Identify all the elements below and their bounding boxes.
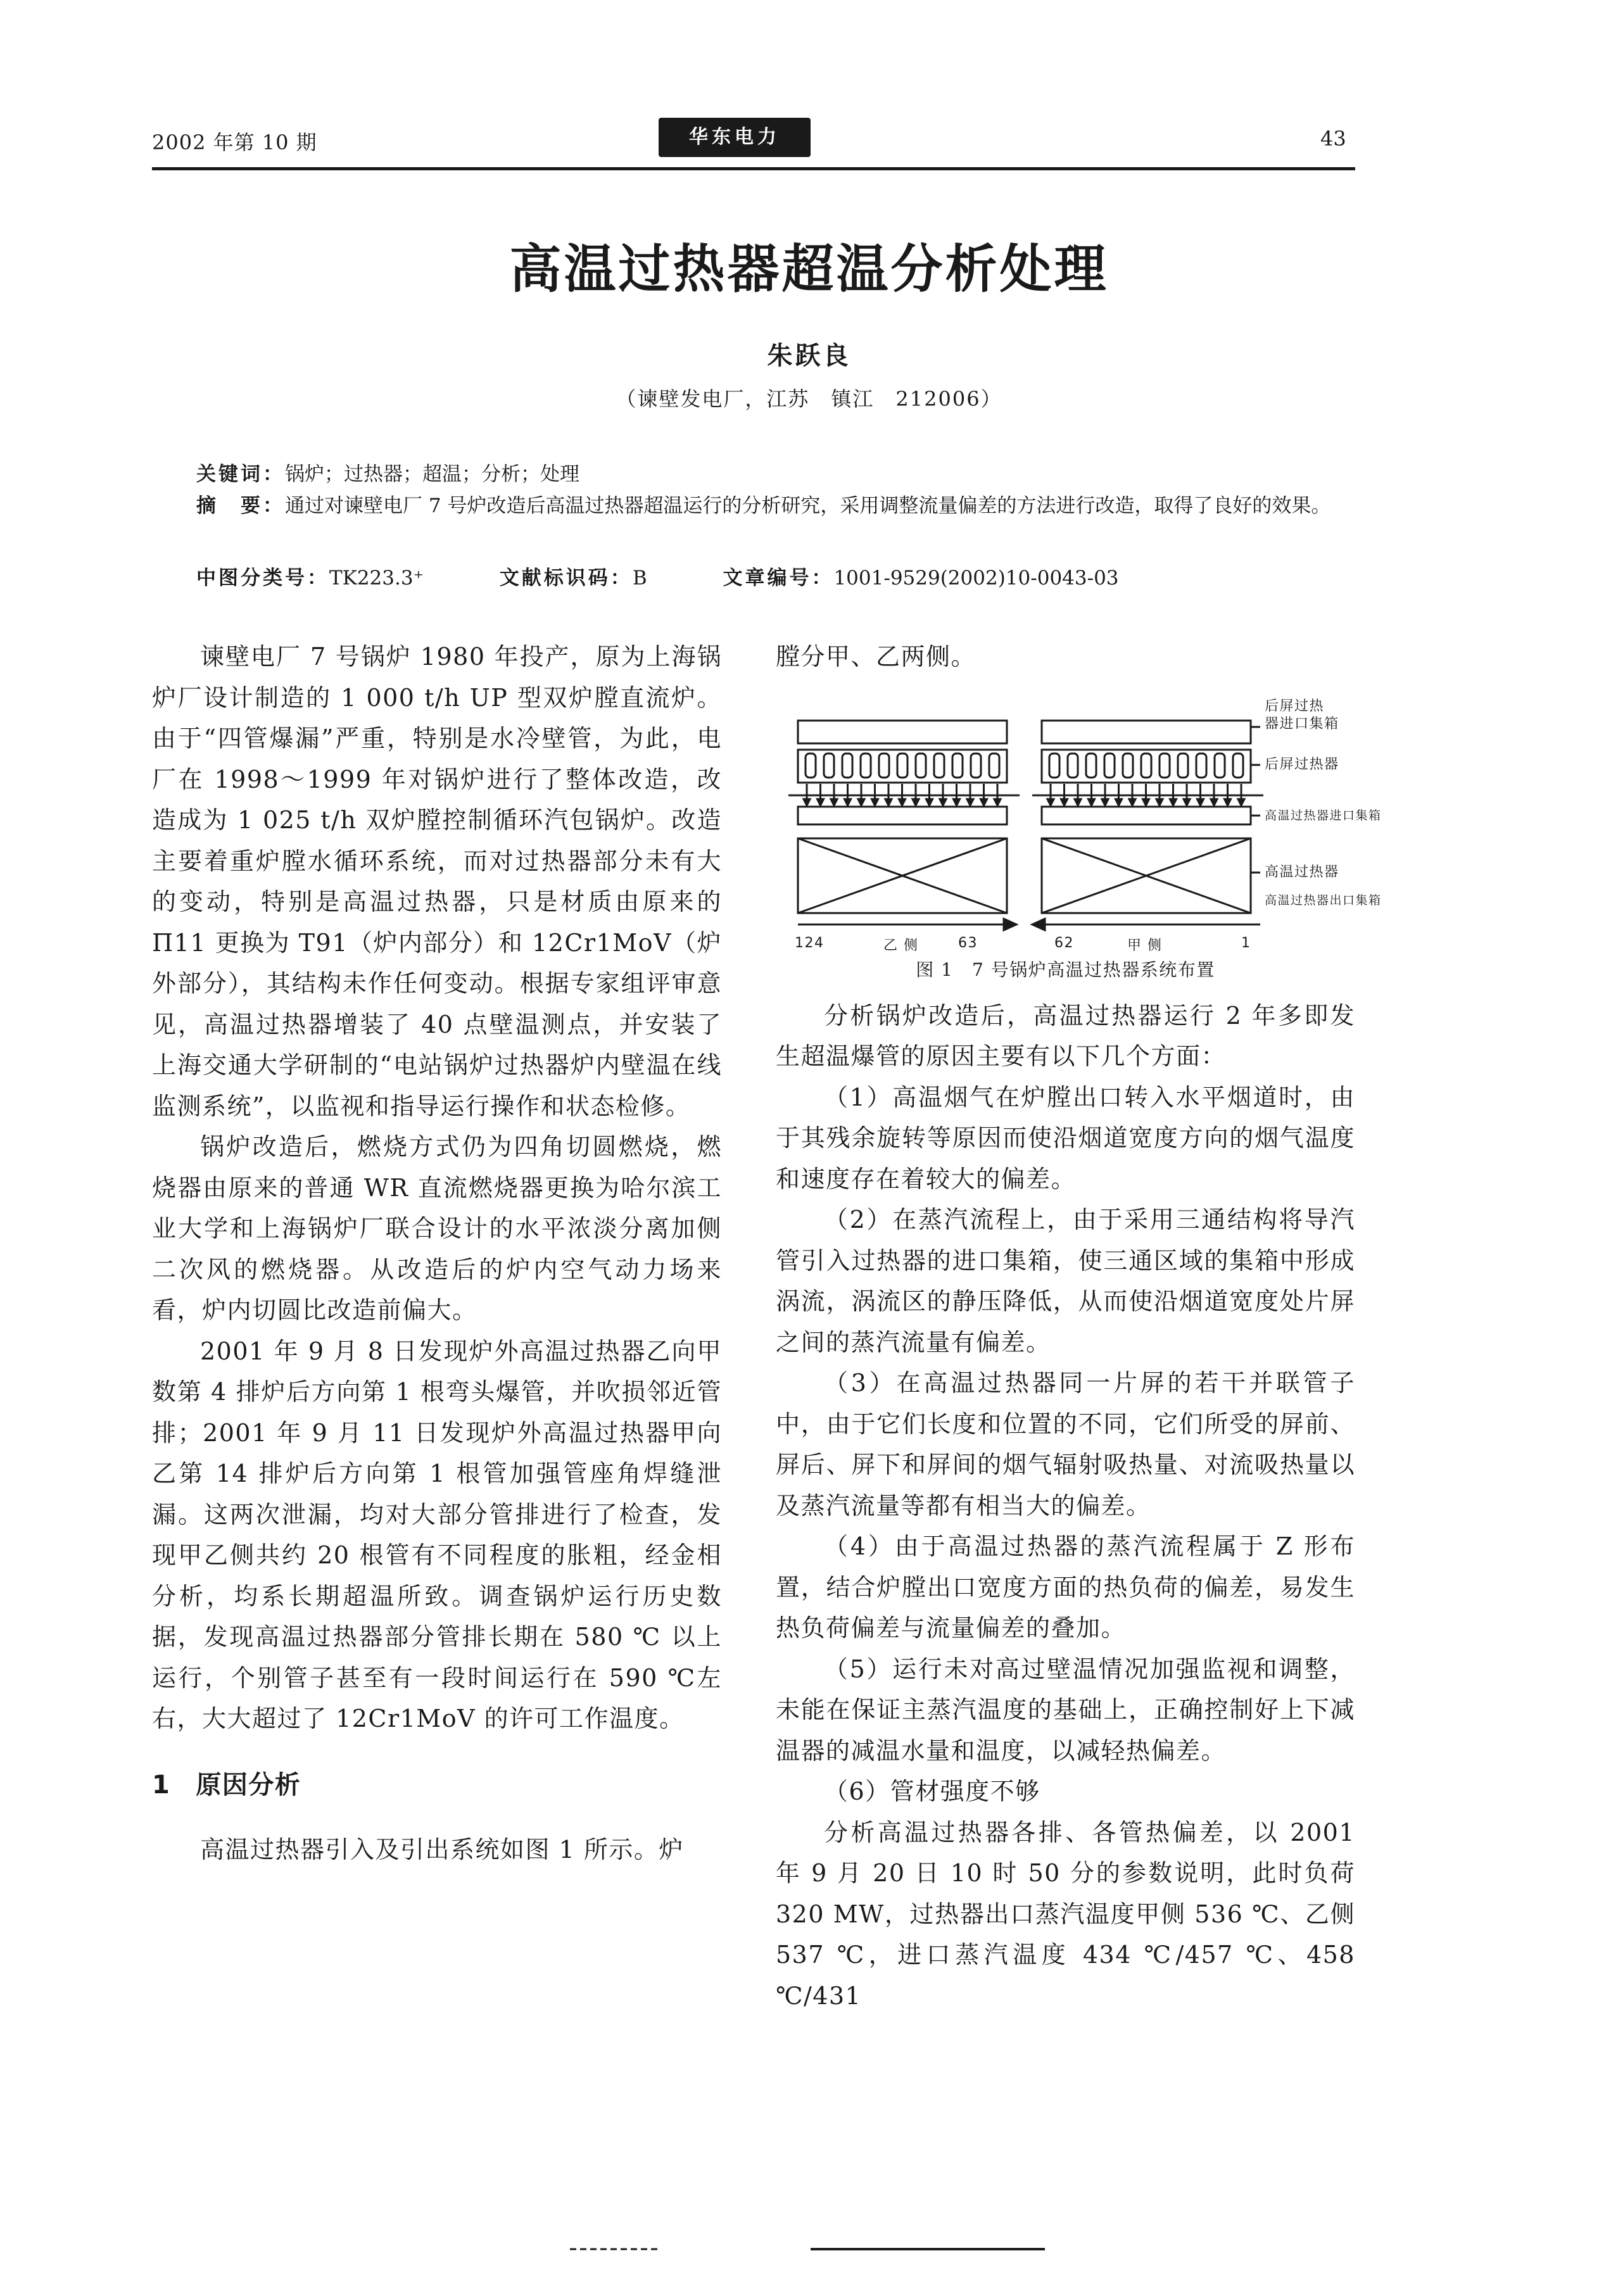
abstract-label: 摘 要：: [196, 495, 285, 517]
clc-value: TK223.3⁺: [329, 567, 424, 590]
screen-tube: [861, 754, 871, 778]
body-paragraph: （1）高温烟气在炉膛出口转入水平烟道时，由于其残余旋转等原因而使沿烟道宽度方向的烟气温度和速度存在着较大的偏差。: [776, 1083, 1355, 1193]
screen-tube: [1196, 754, 1206, 778]
clc-label: 中图分类号：: [196, 567, 329, 590]
body-paragraph: 分析锅炉改造后，高温过热器运行 2 年多即发生超温爆管的原因主要有以下几个方面：: [776, 1001, 1355, 1070]
label-tube-1: 1: [1241, 935, 1251, 951]
header-divider: [152, 167, 1355, 170]
down-arrowhead: [1075, 799, 1081, 805]
journal-logo: 华东电力: [659, 118, 811, 157]
screen-tube: [1086, 754, 1096, 778]
body-paragraph: 分析高温过热器各排、各管热偏差，以 2001 年 9 月 20 日 10 时 50 分的参数说明，此时负荷 320 MW，过热器出口蒸汽温度甲侧 536 ℃、乙侧 537 ℃，进口蒸汽温度 434 ℃/457 ℃、458 ℃/431: [776, 1818, 1355, 2010]
down-arrowhead: [981, 799, 987, 805]
label-hot-sh: 高温过热器: [1265, 864, 1339, 880]
body-paragraph: （5）运行未对高过壁温情况加强监视和调整，未能在保证主蒸汽温度的基础上，正确控制好上下减温器的减温水量和温度，以减轻热偏差。: [776, 1655, 1355, 1765]
affiliation: （谏壁发电厂，江苏 镇江 212006）: [616, 387, 1002, 411]
body-paragraph: 高温过热器引入及引出系统如图 1 所示。炉: [200, 1836, 684, 1864]
doc-code-label: 文献标识码：: [499, 567, 633, 590]
issue-label: 2002 年第 10 期: [152, 130, 317, 155]
screen-tube: [1141, 754, 1151, 778]
label-tube-124: 124: [795, 935, 825, 951]
footer-rule: [570, 2247, 1045, 2252]
figure-caption: 图 1 7 号锅炉高温过热器系统布置: [916, 959, 1215, 980]
label-side-b: 乙 侧: [883, 937, 919, 954]
down-arrowhead: [1047, 799, 1054, 805]
keywords-line: [196, 460, 1374, 489]
label-rear-screen-inlet-2: 器进口集箱: [1265, 716, 1339, 732]
screen-tube: [842, 754, 852, 778]
down-arrowhead: [1198, 799, 1204, 805]
screen-tube: [989, 754, 999, 778]
article-no-value: 1001-9529(2002)10-0043-03: [833, 567, 1119, 590]
screen-tube: [952, 754, 963, 778]
screen-tube: [1160, 754, 1170, 778]
down-arrowhead: [1156, 799, 1163, 805]
screen-tube: [824, 754, 834, 778]
screen-tube: [1068, 754, 1078, 778]
body-paragraph: （6）管材强度不够: [824, 1777, 1040, 1805]
down-arrowhead: [913, 799, 919, 805]
doc-code-value: B: [632, 567, 647, 590]
body-paragraph: 膛分甲、乙两侧。: [776, 643, 976, 671]
body-paragraph: 谏壁电厂 7 号锅炉 1980 年投产，原为上海锅炉厂设计制造的 1 000 t/h UP 型双炉膛直流炉。由于“四管爆漏”严重，特别是水冷壁管，为此，电厂在 1998～1999 年对锅炉进行了整体改造，改造成为 1 025 t/h 双炉膛控制循环汽包锅炉。改造主要着重炉膛水循环系统，而对过热器部分未有大的变动，特别是高温过热器，只是材质由原来的 Π11 更换为 T91（炉内部分）和 12Cr1MoV（炉外部分），其结构未作任何变动。根据专家组评审意见，高温过热器增装了 40 点壁温测点，并安装了上海交通大学研制的“电站锅炉过热器炉内壁温在线监测系统”，以监视和指导运行操作和状态检修。: [152, 643, 722, 1120]
screen-tube: [1049, 754, 1059, 778]
screen-tube: [1233, 754, 1243, 778]
down-arrowhead: [940, 799, 946, 805]
screen-tube: [934, 754, 944, 778]
screen-tube: [897, 754, 907, 778]
down-arrowhead: [1089, 799, 1095, 805]
label-tube-63: 63: [958, 935, 978, 951]
screen-tube: [971, 754, 981, 778]
label-tube-62: 62: [1054, 935, 1074, 951]
abstract-block: [196, 491, 1355, 520]
screen-tube: [879, 754, 889, 778]
down-arrowhead: [1170, 799, 1177, 805]
superheater-system-diagram: [776, 689, 1382, 955]
body-paragraph: 锅炉改造后，燃烧方式仍为四角切圆燃烧，燃烧器由原来的普通 WR 直流燃烧器更换为哈尔滨工业大学和上海锅炉厂联合设计的水平浓淡分离加侧二次风的燃烧器。从改造后的炉内空气动力场来看，炉内切圆比改造前偏大。: [152, 1133, 722, 1324]
screen-tube: [1215, 754, 1225, 778]
section-number: 1: [152, 1770, 171, 1800]
down-arrowhead: [804, 799, 810, 805]
abstract-text: 通过对谏壁电厂 7 号炉改造后高温过热器超温运行的分析研究，采用调整流量偏差的方法进行改造，取得了良好的效果。: [285, 495, 1331, 517]
down-arrowhead: [967, 799, 973, 805]
classification-line: [196, 564, 1374, 593]
down-arrowhead: [845, 799, 851, 805]
down-arrowhead: [818, 799, 824, 805]
down-arrowhead: [831, 799, 837, 805]
down-arrowhead: [872, 799, 878, 805]
label-rear-screen-inlet-1: 后屏过热: [1265, 698, 1325, 714]
body-right-column: [776, 636, 1382, 2016]
down-arrowhead: [926, 799, 933, 805]
down-arrowhead: [858, 799, 864, 805]
body-paragraph: （4）由于高温过热器的蒸汽流程属于 Z 形布置，结合炉膛出口宽度方面的热负荷的偏差，易发生热负荷偏差与流量偏差的叠加。: [776, 1532, 1355, 1642]
down-arrowhead: [954, 799, 960, 805]
body-paragraph: （2）在蒸汽流程上，由于采用三通结构将导汽管引入过热器的进口集箱，使三通区域的集箱中形成涡流，涡流区的静压降低，从而使沿烟道宽度处片屏之间的蒸汽流量有偏差。: [776, 1206, 1355, 1356]
hot-sh-inlet-header-b: [798, 807, 1007, 824]
down-arrowhead: [1143, 799, 1149, 805]
down-arrowhead: [994, 799, 1001, 805]
down-arrowhead: [899, 799, 906, 805]
keywords-label: 关键词：: [196, 463, 285, 486]
down-arrowhead: [885, 799, 892, 805]
down-arrowhead: [1116, 799, 1122, 805]
body-left-column: [152, 636, 722, 1870]
page-number: 43: [1320, 127, 1346, 151]
down-arrowhead: [1184, 799, 1190, 805]
body-paragraph: 2001 年 9 月 8 日发现炉外高温过热器乙向甲数第 4 排炉后方向第 1 根弯头爆管，并吹损邻近管排；2001 年 9 月 11 日发现炉外高温过热器甲向乙第 14 排炉后方向第 1 根管加强管座角焊缝泄漏。这两次泄漏，均对大部分管排进行了检查，发现甲乙侧共约 20 根管有不同程度的胀粗，经金相分析，均系长期超温所致。调查锅炉运行历史数据，发现高温过热器部分管排长期在 580 ℃ 以上运行，个别管子甚至有一段时间运行在 590 ℃左右，大大超过了 12Cr1MoV 的许可工作温度。: [152, 1337, 722, 1732]
rear-screen-inlet-header-a: [1042, 721, 1251, 743]
screen-tube: [916, 754, 926, 778]
screen-tube: [806, 754, 816, 778]
keywords-text: 锅炉；过热器；超温；分析；处理: [285, 463, 579, 486]
arrowhead-b: [1004, 919, 1016, 930]
down-arrowhead: [1129, 799, 1135, 805]
screen-tube: [1104, 754, 1115, 778]
down-arrowhead: [1225, 799, 1231, 805]
hot-sh-inlet-header-a: [1042, 807, 1251, 824]
down-arrowhead: [1238, 799, 1244, 805]
screen-tube: [1178, 754, 1188, 778]
label-hot-sh-inlet-header: 高温过热器进口集箱: [1265, 808, 1382, 823]
label-rear-screen: 后屏过热器: [1265, 756, 1339, 773]
body-paragraph: （3）在高温过热器同一片屏的若干并联管子中，由于它们长度和位置的不同，它们所受的屏前、屏后、屏下和屏间的烟气辐射吸热量、对流吸热量以及蒸汽流量等都有相当大的偏差。: [776, 1369, 1355, 1520]
screen-tube: [1123, 754, 1133, 778]
down-arrowhead: [1061, 799, 1068, 805]
arrowhead-a: [1032, 919, 1045, 930]
figure-1: [776, 689, 1382, 955]
paper-title: 高温过热器超温分析处理: [509, 239, 1109, 300]
section-heading: [152, 1765, 722, 1806]
down-arrowhead: [1102, 799, 1108, 805]
label-side-a: 甲 侧: [1127, 937, 1163, 954]
down-arrowhead: [1211, 799, 1217, 805]
article-no-label: 文章编号：: [723, 567, 834, 590]
section-title: 原因分析: [196, 1770, 301, 1800]
label-outlet-header: 高温过热器出口集箱: [1265, 893, 1382, 907]
rear-screen-inlet-header-b: [798, 721, 1007, 743]
author: 朱跃良: [767, 341, 851, 370]
